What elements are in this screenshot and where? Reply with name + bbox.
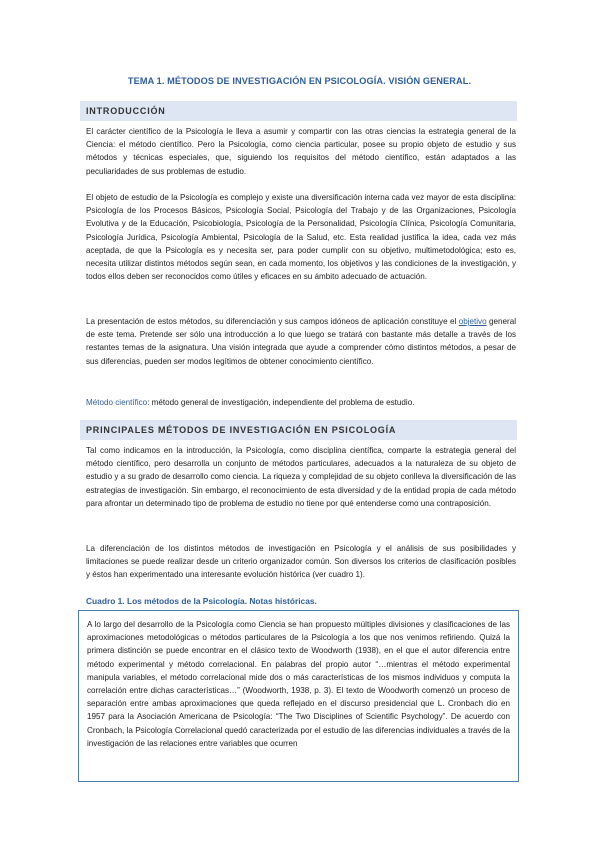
box-caption: Cuadro 1. Los métodos de la Psicología. Notas históricas. [86, 596, 317, 606]
section-heading-principales-metodos: PRINCIPALES MÉTODOS DE INVESTIGACIÓN EN PSICOLOGÍA [80, 420, 517, 440]
definition-metodo-cientifico [86, 396, 516, 409]
objetivo-link[interactable]: objetivo [458, 317, 487, 326]
document-title: TEMA 1. MÉTODOS DE INVESTIGACIÓN EN PSICOLOGÍA. VISIÓN GENERAL. [127, 76, 472, 86]
intro-paragraph-1: El carácter científico de la Psicología le lleva a asumir y compartir con las otras ciencias la estrategia general de la Ciencia: el método científico. Pero la Psicología, como ciencia particular, posee su propio objeto de estudio y sus métodos y técnicas especiales, que, siguiendo los requisitos del método científico, están adaptados a las peculiaridades de sus problemas de estudio. [86, 127, 516, 176]
methods-paragraph-2: La diferenciación de los distintos métodos de investigación en Psicología y el análisis de sus posibilidades y limitaciones se puede realizar desde un criterio organizador común. Son diversos los criterios de clasificación posibles y éstos han experimentado una interesante evolución histórica (ver cuadro 1). [86, 544, 516, 580]
historical-notes-box [78, 610, 519, 782]
section-heading-introduccion: INTRODUCCIÓN [80, 101, 517, 121]
intro-paragraph-2: El objeto de estudio de la Psicología es complejo y existe una diversificación interna cada vez mayor de esta disciplina: Psicología de los Procesos Básicos, Psicología Social, Psicología del Trabajo y de las Organizaciones, Psicología Evolutiva y de la Educación, Psicobiología, Psicología de la Personalidad, Psicología Clínica, Psicología Comunitaria, Psicología Jurídica, Psicología Ambiental, Psicología de la Salud, etc. Esta realidad justifica la idea, cada vez más aceptada, de que la Psicología es y necesita ser, para poder cumplir con su objetivo, multimetodológica; esto es, necesita utilizar distintos métodos según sean, en cada momento, los objetivos y las condiciones de la investigación, y todos ellos deben ser reconocidos como útiles y eficaces en su ámbito adecuado de actuación. [86, 193, 516, 282]
intro-paragraph-3-start: La presentación de estos métodos, su diferenciación y sus campos idóneos de aplicación constituye el [86, 317, 459, 326]
methods-paragraph-1: Tal como indicamos en la introducción, la Psicología, como disciplina científica, comparte la estrategia general del método científico, pero desarrolla un conjunto de métodos particulares, adecuados a la naturaleza de su objeto de estudio y a su grado de desarrollo como ciencia. La riqueza y complejidad de su objeto conlleva la diversificación de las estrategias de investigación. Sin embargo, el reconocimiento de esta diversidad y de la entidad propia de cada método para afrontar un determinado tipo de problema de estudio no tiene por qué entenderse como una contraposición. [86, 446, 516, 508]
definition-text: : método general de investigación, independiente del problema de estudio. [147, 398, 415, 407]
definition-term: Método científico [86, 398, 148, 407]
historical-notes-text: A lo largo del desarrollo de la Psicología como Ciencia se han propuesto múltiples divisiones y clasificaciones de las aproximaciones metodológicas o métodos particulares de la Psicología a los que nos venimos refiriendo. Quizá la primera distinción se puede encontrar en el clásico texto de Woodworth (1938), en el que el autor diferencia entre método experimental y método correlacional. En palabras del propio autor “…mientras el método experimental manipula variables, el método correlacional mide dos o más características de los mismos individuos y computa la correlación entre dichas características…” (Woodworth, 1938, p. 3). El texto de Woodworth comenzó un proceso de separación entre ambas aproximaciones que queda reflejado en el discurso presidencial que L. Cronbach dio en 1957 para la Asociación Americana de Psicología: “The Two Disciplines of Scientific Psychology”. De acuerdo con Cronbach, la Psicología Correlacional quedó caracterizada por el estudio de las diferencias individuales a través de la investigación de las relaciones entre variables que ocurren [87, 620, 510, 748]
intro-paragraph-3-end: general de este tema. Pretende ser sólo una introducción a lo que luego se tratará con bastante más detalle a través de los restantes temas de la asignatura. Una visión integrada que ayude a comprender cómo distintos métodos, a pesar de sus diferencias, pueden ser modos legítimos de obtener conocimiento científico. [86, 317, 517, 366]
intro-paragraph-3 [86, 315, 516, 368]
